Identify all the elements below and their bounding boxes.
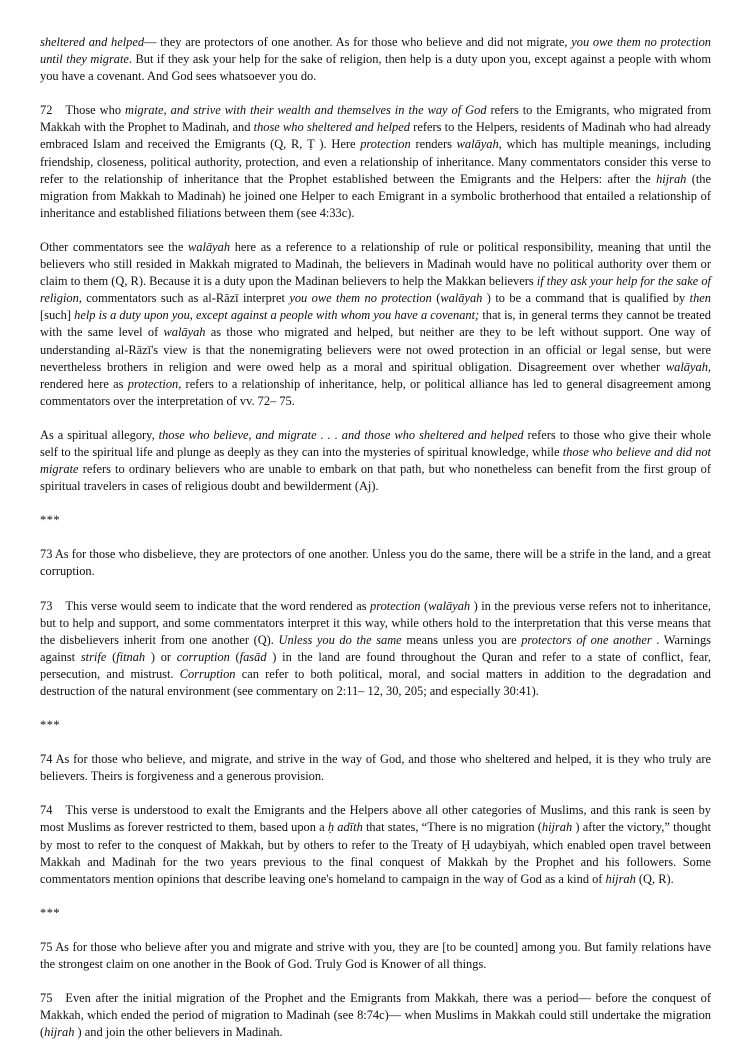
paragraph-carryover (40, 34, 711, 85)
paragraph-spacer (40, 581, 711, 598)
commentary-paragraph-73 (40, 598, 711, 701)
paragraph-spacer (40, 529, 711, 546)
paragraph-spacer (40, 495, 711, 512)
verse-75-text: 75 As for those who believe after you and migrate and strive with you, they are [to be counted] among you. But family relations have the strongest claim on one another in the Book of God. Truly God is Knower of all things. (40, 939, 711, 972)
section-divider-1: *** (40, 513, 61, 528)
paragraph-spacer (40, 222, 711, 239)
verse-text-74 (40, 751, 711, 785)
paragraph-spacer (40, 410, 711, 427)
paragraph-spacer (40, 734, 711, 751)
verse-number-74: 74 (40, 803, 53, 818)
verse-number-75: 75 (40, 991, 53, 1006)
paragraph-spacer (40, 700, 711, 717)
verse-73-text: 73 As for those who disbelieve, they are protectors of one another. Unless you do the same, there will be a strife in the land, and a great corruption. (40, 547, 711, 579)
paragraph-spacer (40, 785, 711, 802)
verse-text-75 (40, 939, 711, 973)
paragraph-spacer (40, 888, 711, 905)
commentary-72b-text: Other commentators see the walāyah here as a reference to a relationship of rule or political responsibility, meaning that until the believers who still resided in Makkah migrated to Madinah, the believers in Madinah would have no political authority over them or claim to them (Q, R). Because it is a duty upon the Madinan believers to help the Makkan believers if they ask your help for the sake of religion, commentators such as al-Rāzī interpret you owe them no protection (walāyah ) to be a command that is qualified by then [such] help is a duty upon you, except against a people with whom you have a covenant; that is, in general terms they cannot be treated with the same level of walāyah as those who migrated and helped, but neither are they to be left without support. One way of understanding al-Rāzī's view is that the nonemigrating believers were not owed protection in an official or legal sense, but were nevertheless brothers in religion and were owed help as a moral and spiritual obligation. Disagreement over whether walāyah, rendered here as protection, refers to a relationship of inheritance, help, or political alliance has led to general disagreement among commentators over the interpretation of vv. 72– 75. (40, 239, 712, 408)
commentary-74-text: This verse is understood to exalt the Emigrants and the Helpers above all other categories of Muslims, and this rank is seen by most Muslims as forever restricted to them, based upon a ḥ adīth that states, “There is no migration (hijrah ) after the victory,” thought by most to refer to the conquest of Makkah, but by others to refer to the Treaty of Ḥ udaybiyah, which enabled open travel between Makkah and Madinah for the two years previous to the final conquest of Makkah by the Prophet and his followers. Some commentators mention opinions that describe leaving one's homeland to campaign in the way of God as a kind of hijrah (Q, R). (40, 803, 711, 886)
commentary-72-text: Those who migrate, and strive with their wealth and themselves in the way of God refers to the Emigrants, who migrated from Makkah with the Prophet to Madinah, and those who sheltered and helped refers to the Helpers, residents of Madinah who had already embraced Islam and received the Emigrants (Q, R, Ṭ ). Here protection renders walāyah, which has multiple meanings, including friendship, closeness, political authority, protection, and even a relationship of inheritance. Many commentators consider this verse to refer to the relationship of inheritance that the Prophet established between the Emigrants and the Helpers: after the hijrah (the migration from Makkah to Madinah) he joined one Helper to each Emigrant in a symbolic brotherhood that entailed a relationship of inheritance and established filiations between them (see 4:33c). (40, 103, 711, 220)
commentary-paragraph-74 (40, 802, 711, 887)
paragraph-spacer (40, 973, 711, 990)
commentary-paragraph-72c (40, 427, 711, 495)
commentary-72c-text: As a spiritual allegory, those who believe, and migrate . . . and those who sheltered and helped refers to those who give their whole self to the spiritual life and plunge as deeply as they can into the mysteries of spiritual knowledge, while those who believe and did not migrate refers to ordinary believers who are unable to embark on that path, but who nonetheless can benefit from the first group of spiritual travelers in cases of religious doubt and bewilderment (Aj). (40, 427, 711, 494)
paragraph-spacer (40, 85, 711, 102)
carryover-text: sheltered and helped— they are protectors of one another. As for those who believe and did not migrate, you owe them no protection until they migrate. But if they ask your help for the sake of religion, then help is a duty upon you, except against a people with whom you have a covenant. And God sees whatsoever you do. (40, 35, 711, 84)
section-divider-2: *** (40, 718, 61, 733)
commentary-paragraph-75 (40, 990, 711, 1041)
verse-number-72: 72 (40, 103, 53, 118)
section-divider-3: *** (40, 905, 61, 920)
paragraph-spacer (40, 922, 711, 939)
verse-text-73 (40, 546, 711, 580)
verse-number-73: 73 (40, 598, 53, 613)
commentary-paragraph-72b (40, 239, 711, 410)
commentary-paragraph-72 (40, 102, 711, 222)
verse-74-text: 74 As for those who believe, and migrate, and strive in the way of God, and those who sheltered and helped, it is they who truly are believers. Theirs is forgiveness and a generous provision. (40, 752, 711, 784)
commentary-73-text: This verse would seem to indicate that the word rendered as protection (walāyah ) in the previous verse refers not to inheritance, but to help and support, and some commentators interpret it this way, while others hold to the interpretation that this verse means that the disbelievers inherit from one another (Q). Unless you do the same means unless you are protectors of one another . Warnings against strife (fitnah ) or corruption (fasād ) in the land are found throughout the Quran and refer to a state of conflict, fear, persecution, and mistrust. Corruption can refer to both political, moral, and social matters in addition to the degradation and destruction of the natural environment (see commentary on 2:11– 12, 30, 205; and especially 30:41). (40, 598, 711, 698)
text-column (40, 34, 711, 1041)
commentary-75-text: Even after the initial migration of the Prophet and the Emigrants from Makkah, there was a period— before the conquest of Makkah, which ended the period of migration to Madinah (see 8:74c)— when Muslims in Makkah could still undertake the migration (hijrah ) and join the other believers in Madinah. (40, 991, 711, 1040)
